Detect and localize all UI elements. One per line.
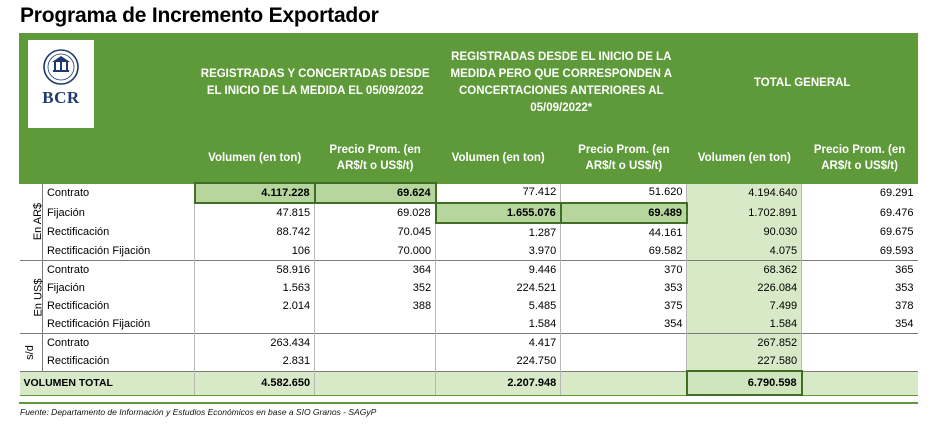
logo-text: BCR [42,88,80,107]
cell-price-1: 70.045 [315,223,436,242]
cell-price-1: 70.000 [315,242,436,261]
cell-volume-2: 1.655.076 [436,203,561,223]
cell-price-1: 352 [315,279,436,297]
cell-price-2: 375 [561,297,687,315]
cell-volume-3: 1.584 [687,315,802,334]
total-empty-2 [561,371,687,395]
table-row [20,203,918,223]
cell-price-2 [561,334,687,353]
cell-volume-3: 1.702.891 [687,203,802,223]
cell-price-2: 44.161 [561,223,687,242]
export-program-table [19,33,918,396]
cell-price-3: 69.593 [802,242,918,261]
table-row [20,334,918,353]
cell-price-2: 354 [561,315,687,334]
bcr-logo [28,40,94,128]
cell-price-3: 353 [802,279,918,297]
cell-price-3: 69.476 [802,203,918,223]
cell-volume-3: 68.362 [687,261,802,280]
header-volume-3: Volumen (en ton) [687,133,802,184]
page-title: Programa de Incremento Exportador [20,4,379,27]
row-label: Rectificación Fijación [46,317,151,330]
total-volume-2: 2.207.948 [436,371,561,395]
cell-volume-1: 58.916 [195,261,315,280]
cell-volume-3: 4.194.640 [687,183,802,203]
table-row [20,297,918,315]
cell-volume-2: 224.521 [436,279,561,297]
cell-volume-2: 77.412 [436,183,561,203]
logo-cell [20,34,195,184]
row-label: Contrato [42,334,194,353]
cell-price-3: 354 [802,315,918,334]
group-label-sd: s/d [20,334,43,372]
cell-price-3: 69.675 [802,223,918,242]
table-row [20,183,918,203]
row-label: Rectificación [46,226,110,238]
total-row [20,371,918,395]
table-row [20,242,918,261]
cell-price-2: 51.620 [561,183,687,203]
cell-volume-3: 267.852 [687,334,802,353]
header-price-1: Precio Prom. (en AR$/t o US$/t) [315,133,436,184]
cell-volume-2: 3.970 [436,242,561,261]
cell-volume-2: 9.446 [436,261,561,280]
table-row [20,352,918,371]
cell-volume-1 [195,315,315,334]
cell-price-3: 378 [802,297,918,315]
cell-volume-1: 1.563 [195,279,315,297]
row-label: Fijación [46,206,85,219]
cell-volume-3: 226.084 [687,279,802,297]
bottom-rule [19,402,918,404]
cell-price-2 [561,352,687,371]
total-volume-1: 4.582.650 [195,371,315,395]
row-label: Rectificación Fijación [46,244,151,257]
cell-price-2: 370 [561,261,687,280]
cell-volume-3: 7.499 [687,297,802,315]
cell-volume-2: 5.485 [436,297,561,315]
group-label-ars: En AR$ [20,183,43,261]
total-empty-1 [315,371,436,395]
header-group1: REGISTRADAS Y CONCERTADAS DESDE EL INICIO DE LA MEDIDA EL 05/09/2022 [195,34,436,133]
row-label: Rectificación [46,354,110,367]
cell-volume-3: 90.030 [687,223,802,242]
header-volume-1: Volumen (en ton) [195,133,315,184]
header-price-2: Precio Prom. (en AR$/t o US$/t) [561,133,687,184]
cell-price-1 [315,334,436,353]
cell-price-2: 69.582 [561,242,687,261]
cell-price-1: 388 [315,297,436,315]
cell-price-1: 364 [315,261,436,280]
cell-price-3 [802,334,918,353]
header-price-3: Precio Prom. (en AR$/t o US$/t) [802,133,918,184]
cell-volume-1: 263.434 [195,334,315,353]
row-label: Fijación [46,281,85,294]
row-label: Rectificación [46,299,110,312]
row-label: Contrato [46,186,90,199]
export-program-table-container [19,33,918,396]
cell-price-1: 69.624 [315,183,436,203]
table-row [20,315,918,334]
cell-volume-3: 4.075 [687,242,802,261]
header-group2: REGISTRADAS DESDE EL INICIO DE LA MEDIDA PERO QUE CORRESPONDEN A CONCERTACIONES ANTERIORES AL 05/09/2022* [436,34,687,133]
cell-price-1 [315,315,436,334]
cell-volume-1: 106 [195,242,315,261]
cell-volume-3: 227.580 [687,352,802,371]
cell-volume-1: 88.742 [195,223,315,242]
total-volume-3: 6.790.598 [687,371,802,395]
cell-volume-1: 47.815 [195,203,315,223]
cell-price-3 [802,352,918,371]
cell-price-2: 353 [561,279,687,297]
total-empty-3 [802,371,918,395]
cell-price-3: 69.291 [802,183,918,203]
header-volume-2: Volumen (en ton) [436,133,561,184]
source-note: Fuente: Departamento de Información y Estudios Económicos en base a SIO Granos - SAGyP [20,407,377,417]
cell-volume-2: 1.287 [436,223,561,242]
table-row [20,261,918,280]
table-row [20,223,918,242]
cell-price-1: 69.028 [315,203,436,223]
cell-volume-1: 2.831 [195,352,315,371]
cell-price-1 [315,352,436,371]
table-row [20,279,918,297]
bcr-seal-icon [42,48,80,86]
cell-volume-1: 2.014 [195,297,315,315]
cell-volume-2: 4.417 [436,334,561,353]
cell-volume-2: 224.750 [436,352,561,371]
group-label-usd: En US$ [20,261,43,334]
header-group3: TOTAL GENERAL [687,34,918,133]
row-label: Contrato [42,261,194,280]
cell-volume-1: 4.117.228 [195,183,315,203]
cell-volume-2: 1.584 [436,315,561,334]
total-label: VOLUMEN TOTAL [20,371,195,395]
cell-price-2: 69.489 [561,203,687,223]
cell-price-3: 365 [802,261,918,280]
